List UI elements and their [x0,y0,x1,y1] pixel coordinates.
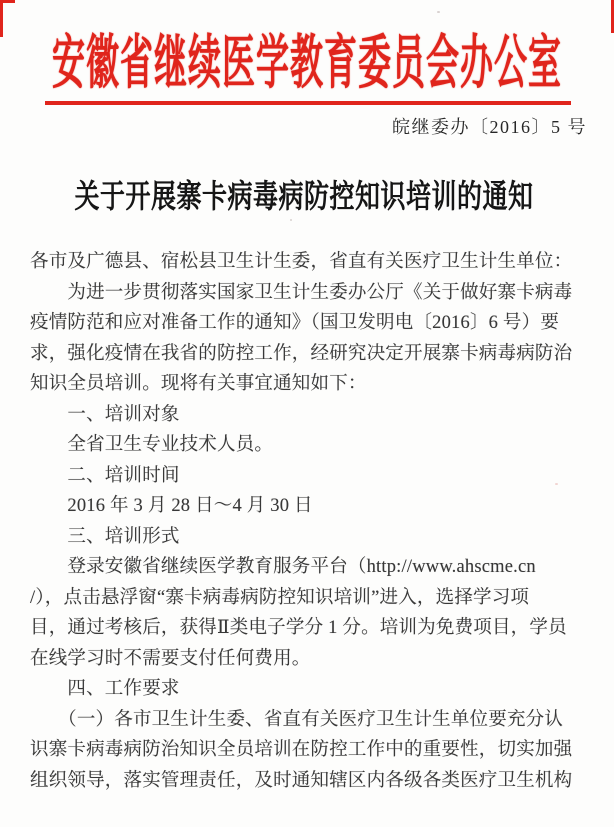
body-line: 识寨卡病毒病防治知识全员培训在防控工作中的重要性，切实加强 [30,740,573,760]
body-line-section-4: 四、工作要求 [30,679,180,699]
body-line-section-2: 二、培训时间 [30,465,180,486]
body-line-section-3: 三、培训形式 [30,526,180,547]
body-line: 目，通过考核后，获得Ⅱ类电子学分 1 分。培训为免费项目，学员 [30,618,567,638]
body-line: 在线学习时不需要支付任何费用。 [30,648,311,669]
body-line: （一）各市卫生计生委、省直有关医疗卫生计生单位要充分认 [30,709,564,730]
body-line: 求，强化疫情在我省的防控工作，经研究决定开展寨卡病毒病防治 [30,343,573,364]
body-line: 为进一步贯彻落实国家卫生计生委办公厅《关于做好寨卡病毒 [30,282,573,303]
scan-speck [290,219,292,221]
letterhead-title: 安徽省继续医学教育委员会办公室 [52,32,562,97]
body-line: 2016 年 3 月 28 日～4 月 30 日 [30,496,313,516]
red-divider-rule [45,101,571,105]
document-number: 皖继委办〔2016〕5 号 [392,117,587,137]
body-line: 登录安徽省继续医学教育服务平台（http://www.ahscme.cn [30,557,536,577]
body-line: 知识全员培训。现将有关事宜通知如下： [30,374,367,394]
letterhead-banner [0,12,614,104]
body-line-section-1: 一、培训对象 [30,404,180,425]
body-line-salutation: 各市及广德县、宿松县卫生计生委，省直有关医疗卫生计生单位： [30,252,573,272]
body-line: 组织领导，落实管理责任，及时通知辖区内各级各类医疗卫生机构 [30,770,573,791]
notice-title: 关于开展寨卡病毒病防控知识培训的通知 [74,179,534,215]
body-line: 疫情防范和应对准备工作的通知》（国卫发明电〔2016〕6 号）要 [30,313,560,333]
document-body [30,247,588,796]
body-line: /），点击悬浮窗“寨卡病毒病防控知识培训”进入，选择学习项 [30,587,530,608]
body-line: 全省卫生专业技术人员。 [30,435,274,455]
